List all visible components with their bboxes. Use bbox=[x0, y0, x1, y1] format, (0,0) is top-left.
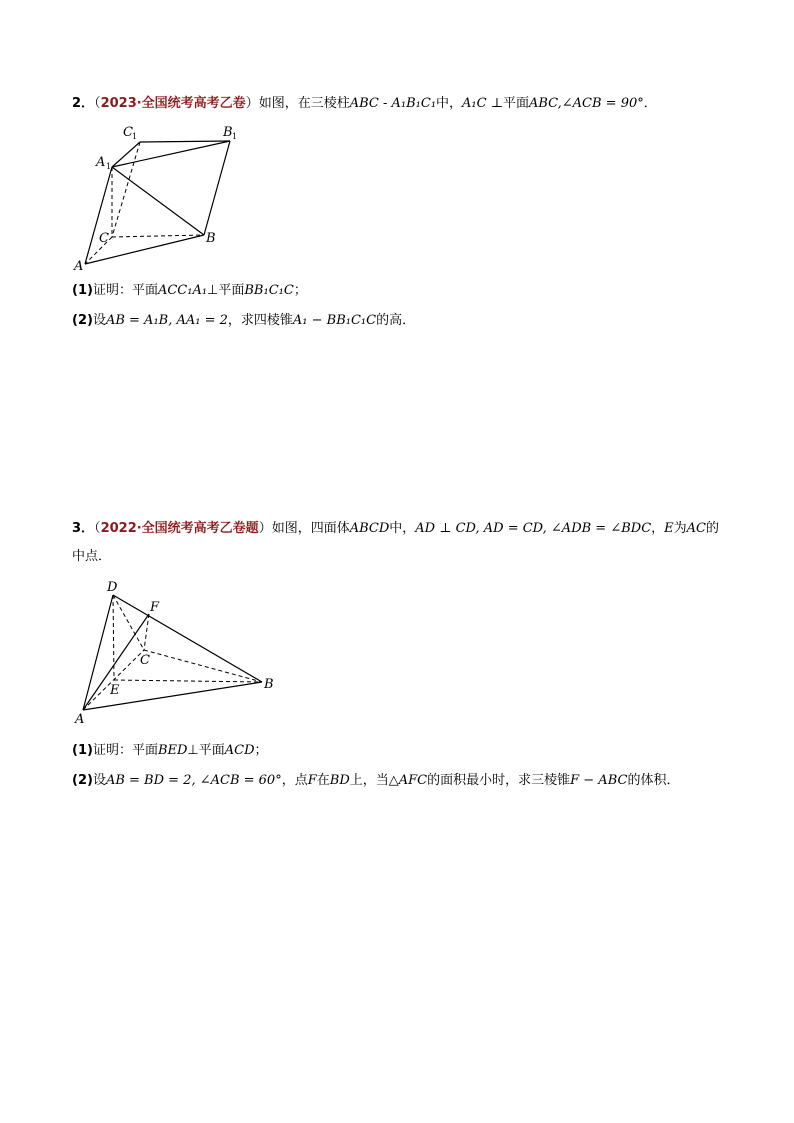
label-A: A bbox=[74, 259, 84, 273]
label-B: B bbox=[206, 231, 216, 246]
edge-A1B1 bbox=[112, 141, 230, 167]
problem2-source: 2023·全国统考高考乙卷 bbox=[100, 96, 246, 111]
problem3-figure bbox=[70, 576, 280, 726]
edge-DC bbox=[113, 595, 144, 650]
label-A1: A bbox=[96, 155, 106, 170]
label-B: B bbox=[264, 677, 274, 692]
label-E: E bbox=[110, 683, 120, 698]
label-B1: B bbox=[223, 125, 233, 140]
problem2-number: 2． bbox=[72, 96, 95, 111]
edge-CB bbox=[144, 650, 262, 682]
edge-B1B bbox=[204, 141, 230, 235]
edge-DA bbox=[83, 595, 113, 710]
edge-A1C1 bbox=[112, 142, 140, 167]
problem3-stem: 3．（2022·全国统考高考乙卷题）如图，四面体ABCD中，AD ⊥ CD, AD = CD, ∠ADB = ∠BDC，E为AC的 bbox=[72, 521, 720, 536]
label-C: C bbox=[140, 653, 150, 668]
edge-EB bbox=[114, 680, 262, 682]
problem3-stem-line2: 中点． bbox=[72, 549, 112, 564]
problem2-figure bbox=[70, 118, 240, 273]
label-A: A bbox=[75, 712, 85, 726]
problem3-part2: (2)设AB = BD = 2, ∠ACB = 60°，点F在BD上，当△AFC的面积最小时，求三棱锥F − ABC的体积． bbox=[72, 773, 680, 788]
label-F: F bbox=[150, 600, 160, 615]
problem2-stem: 2．（2023·全国统考高考乙卷）如图，在三棱柱ABC - A₁B₁C₁中，A₁C ⊥平面ABC,∠ACB = 90°． bbox=[72, 96, 657, 111]
problem2-part2: (2)设AB = A₁B, AA₁ = 2，求四棱锥A₁ − BB₁C₁C的高． bbox=[72, 313, 416, 328]
edge-DE bbox=[113, 595, 114, 680]
problem3-number: 3． bbox=[72, 521, 95, 536]
label-C: C bbox=[99, 231, 109, 246]
edge-C1C bbox=[112, 142, 140, 237]
problem3-source: 2022·全国统考高考乙卷题 bbox=[100, 521, 259, 536]
edge-DB bbox=[113, 595, 262, 682]
edge-C1B1 bbox=[140, 141, 230, 142]
problem3-part1: (1)证明：平面BED⊥平面ACD； bbox=[72, 743, 268, 758]
svg-text:1: 1 bbox=[232, 132, 238, 141]
svg-text:1: 1 bbox=[132, 132, 138, 141]
edge-CB bbox=[112, 235, 204, 237]
label-D: D bbox=[107, 580, 118, 595]
label-C1: C bbox=[123, 125, 133, 140]
edge-A1A bbox=[85, 167, 112, 264]
edge-A1B bbox=[112, 167, 204, 235]
svg-text:1: 1 bbox=[106, 162, 112, 171]
problem2-part1: (1)证明：平面ACC₁A₁⊥平面BB₁C₁C； bbox=[72, 283, 307, 298]
